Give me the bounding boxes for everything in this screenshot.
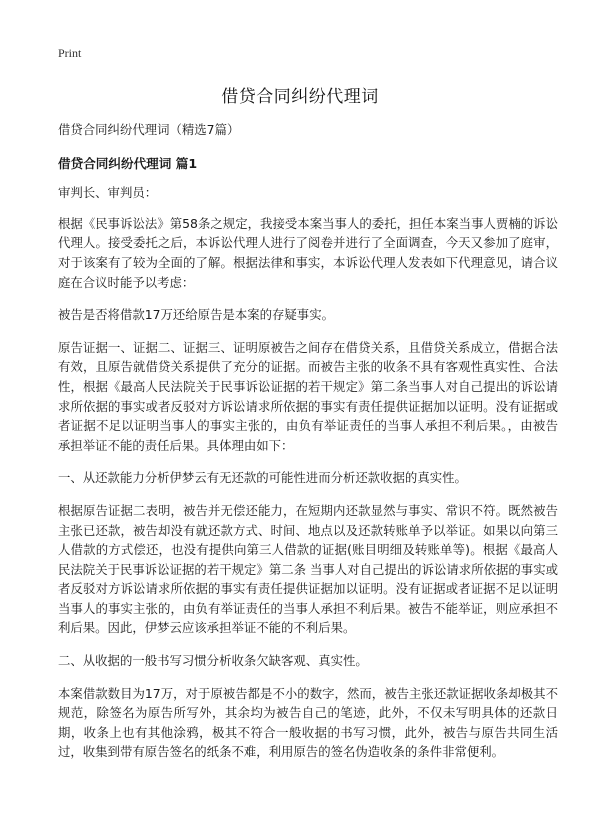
paragraph-4: 一、从还款能力分析伊梦云有无还款的可能性进而分析还款收据的真实性。 [58, 470, 467, 486]
print-label: Print [58, 46, 82, 60]
document-title: 借贷合同纠纷代理词 [221, 87, 379, 107]
greeting: 审判长、审判员： [58, 185, 158, 201]
document-subtitle: 借贷合同纠纷代理词（精选7篇） [58, 122, 240, 137]
paragraph-1: 根据《民事诉讼法》第58条之规定，我接受本案当事人的委托，担任本案当事人贾楠的诉讼代理人。接受委托之后，本诉讼代理人进行了阅卷并进行了全面调查，今天又参加了庭审，对于该案有了较为全面的了解。根据法律和事实，本诉讼代理人发表如下代理意见，请合议庭在合议时能予以考虑： [58, 215, 558, 290]
document-body [58, 120, 558, 771]
paragraph-5: 根据原告证据二表明，被告并无偿还能力，在短期内还款显然与事实、常识不符。既然被告主张已还款，被告却没有就还款方式、时间、地点以及还款转账单予以举证。如果以向第三人借款的方式偿还，也没有提供向第三人借款的证据(账目明细及转账单等)。根据《最高人民法院关于民事诉讼证据的若干规定》第二条 当事人对自己提出的诉讼请求所依据的事实或者反驳对方诉讼请求所依据的事实有责任提供证据加以证明。没有证据或者证据不足以证明当事人的事实主张的，由负有举证责任的当事人承担不利后果。被告不能举证，则应承担不利后果。因此，伊梦云应该承担举证不能的不利后果。 [58, 502, 558, 636]
paragraph-7: 本案借款数目为17万，对于原被告都是不小的数字，然而，被告主张还款证据收条却极其不规范，除签名为原告所写外，其余均为被告自己的笔迹，此外，不仅未写明具体的还款日期，收条上也有其他涂鸦，极其不符合一般收据的书写习惯，此外，被告与原告共同生活过，收集到带有原告签名的纸条不难，利用原告的签名伪造收条的条件非常便利。 [58, 685, 558, 760]
paragraph-6: 二、从收据的一般书写习惯分析收条欠缺客观、真实性。 [58, 653, 368, 669]
section-heading: 借贷合同纠纷代理词 篇1 [58, 155, 198, 171]
paragraph-3: 原告证据一、证据二、证据三、证明原被告之间存在借贷关系，且借贷关系成立，借据合法有效，且原告就借贷关系提供了充分的证据。而被告主张的收条不具有客观性真实性、合法性，根据《最高人民法院关于民事诉讼证据的若干规定》第二条当事人对自己提出的诉讼请求所依据的事实或者反驳对方诉讼请求所依据的事实有责任提供证据加以证明。没有证据或者证据不足以证明当事人的事实主张的，由负有举证责任的当事人承担不利后果。，由被告承担举证不能的责任后果。具体理由如下： [58, 339, 558, 453]
paragraph-2: 被告是否将借款17万还给原告是本案的存疑事实。 [58, 307, 334, 323]
